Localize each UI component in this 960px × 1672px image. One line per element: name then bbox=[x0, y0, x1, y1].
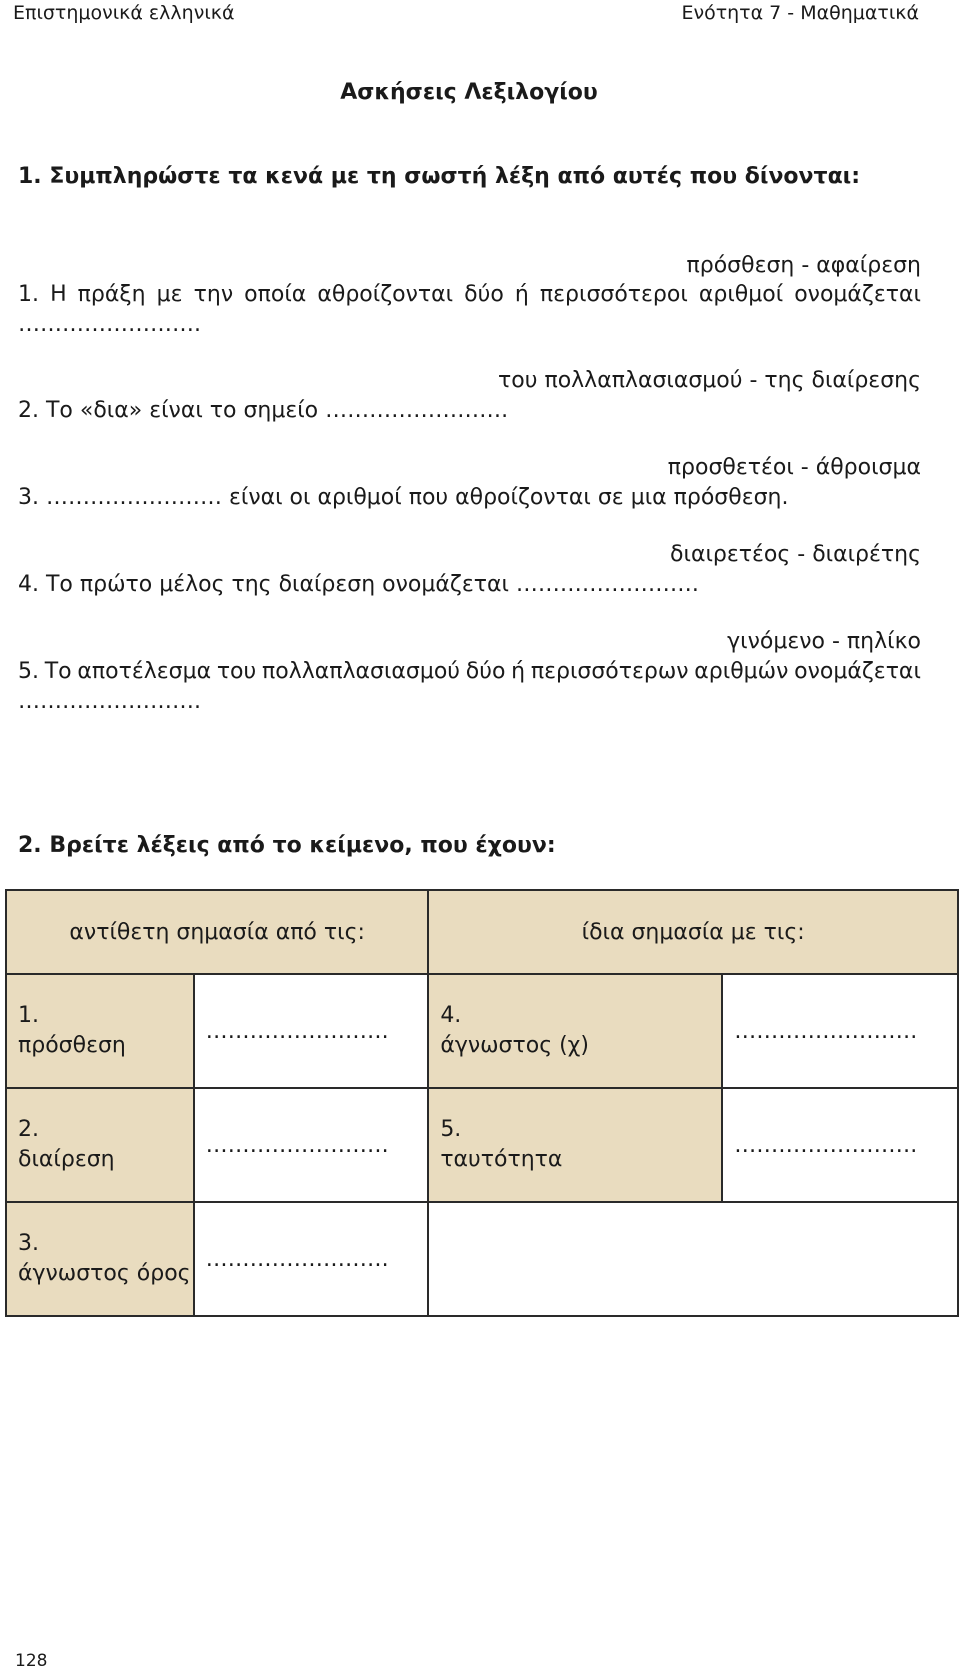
item5-word: πολλαπλασιασμού bbox=[261, 659, 461, 684]
col-header-same: ίδια σημασία με τις: bbox=[428, 890, 958, 974]
table-cell-word: 5. ταυτότητα bbox=[428, 1088, 722, 1202]
col-header-opposite: αντίθετη σημασία από τις: bbox=[6, 890, 428, 974]
item5-word: του bbox=[216, 659, 257, 684]
page-number: 128 bbox=[15, 1651, 48, 1671]
item1-word: 1. bbox=[18, 282, 39, 307]
words-table bbox=[5, 889, 959, 1317]
item5-word: 5. bbox=[18, 659, 39, 684]
header-left: Επιστημονικά ελληνικά bbox=[13, 2, 235, 24]
item4-options: διαιρετέος - διαιρέτης bbox=[670, 542, 921, 567]
answer-blank[interactable]: ……………………. bbox=[722, 1088, 958, 1202]
item1-word: Η bbox=[50, 282, 67, 307]
item5-word: ονομάζεται bbox=[794, 659, 921, 684]
exercise2-instruction: 2. Βρείτε λέξεις από το κείμενο, που έχουν: bbox=[18, 833, 556, 858]
item1-word: οποία bbox=[244, 282, 307, 307]
item1-word: αριθμοί bbox=[698, 282, 784, 307]
item2-options: του πολλαπλασιασμού - της διαίρεσης bbox=[498, 368, 921, 393]
table-cell-word: 1. πρόσθεση bbox=[6, 974, 194, 1088]
item1-word: πράξη bbox=[77, 282, 146, 307]
item1-word: ή bbox=[514, 282, 529, 307]
item1-options: πρόσθεση - αφαίρεση bbox=[686, 253, 921, 278]
item2-text: 2. Το «δια» είναι το σημείο ……………………. bbox=[18, 398, 509, 423]
item5-word: ή bbox=[511, 659, 526, 684]
exercise1-instruction: 1. Συμπληρώστε τα κενά με τη σωστή λέξη από αυτές που δίνονται: bbox=[18, 164, 861, 189]
item4-text: 4. Το πρώτο μέλος της διαίρεση ονομάζεται ……………………. bbox=[18, 572, 699, 597]
item1-word: δύο bbox=[464, 282, 504, 307]
item1-word: ονομάζεται bbox=[794, 282, 921, 307]
table-cell-word: 3. άγνωστος όρος bbox=[6, 1202, 194, 1316]
item1-word: περισσότεροι bbox=[539, 282, 688, 307]
answer-blank[interactable]: ……………………. bbox=[194, 974, 429, 1088]
item5-word: δύο bbox=[465, 659, 506, 684]
item5-word: Το bbox=[44, 659, 72, 684]
item1-text bbox=[18, 282, 921, 307]
item5-word: αριθμών bbox=[694, 659, 789, 684]
table-cell-word: 2. διαίρεση bbox=[6, 1088, 194, 1202]
item1-word: με bbox=[156, 282, 183, 307]
empty-cell bbox=[428, 1202, 958, 1316]
page-title: Ασκήσεις Λεξιλογίου bbox=[340, 80, 598, 105]
item5-word: περισσότερων bbox=[530, 659, 689, 684]
table-cell-word: 4. άγνωστος (χ) bbox=[428, 974, 722, 1088]
answer-blank[interactable]: ……………………. bbox=[722, 974, 958, 1088]
item5-text bbox=[18, 659, 921, 684]
answer-blank[interactable]: ……………………. bbox=[194, 1088, 429, 1202]
item1-word: αθροίζονται bbox=[317, 282, 454, 307]
item5-options: γινόμενο - πηλίκο bbox=[727, 629, 921, 654]
answer-blank[interactable]: ……………………. bbox=[194, 1202, 429, 1316]
item1-blank: ……………………. bbox=[18, 312, 201, 337]
item5-word: αποτέλεσμα bbox=[77, 659, 212, 684]
header-right: Ενότητα 7 - Μαθηματικά bbox=[681, 2, 919, 24]
item3-options: προσθετέοι - άθροισμα bbox=[667, 455, 921, 480]
item1-word: την bbox=[193, 282, 234, 307]
item3-text: 3. …………………… είναι οι αριθμοί που αθροίζονται σε μια πρόσθεση. bbox=[18, 485, 789, 510]
item5-blank: ……………………. bbox=[18, 689, 201, 714]
